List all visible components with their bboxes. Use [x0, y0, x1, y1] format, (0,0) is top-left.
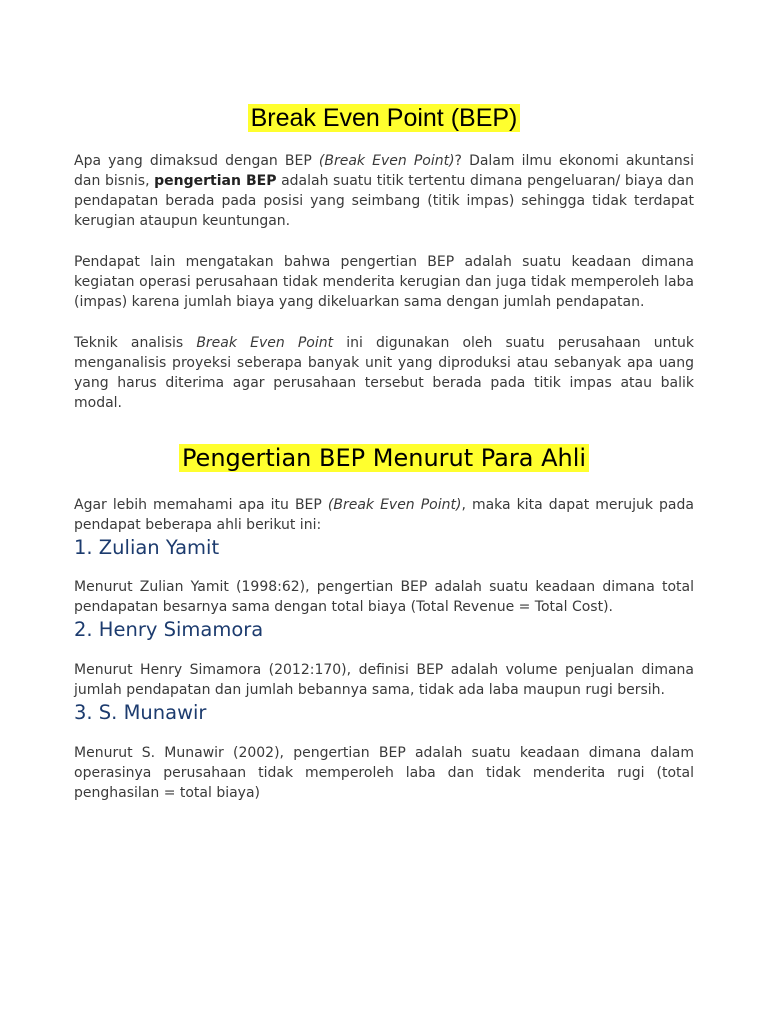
section-title-text: Pengertian BEP Menurut Para Ahli	[179, 444, 589, 472]
paragraph-intro-italic: (Break Even Point)	[318, 153, 455, 169]
expert-text-1: Menurut Zulian Yamit (1998:62), pengertian BEP adalah suatu keadaan dimana total pendapatan besarnya sama dengan total biaya (Total Revenue = Total Cost).	[74, 579, 694, 615]
paragraph-other-opinion: Pendapat lain mengatakan bahwa pengertian BEP adalah suatu keadaan dimana kegiatan operasi perusahaan tidak menderita kerugian dan juga tidak memperoleh laba (impas) karena jumlah biaya yang dikeluarkan sama dengan jumlah pendapatan.	[74, 254, 694, 310]
expert-heading-3: 3. S. Munawir	[74, 701, 207, 724]
paragraph-intro-bold: pengertian BEP	[154, 173, 277, 189]
expert-text-2: Menurut Henry Simamora (2012:170), definisi BEP adalah volume penjualan dimana jumlah pendapatan dan jumlah bebannya sama, tidak ada laba maupun rugi bersih.	[74, 662, 694, 698]
paragraph-intro-part: ? Dalam ilmu ekonomi akuntansi dan bisnis,	[74, 153, 694, 189]
document-title-text: Break Even Point (BEP)	[248, 104, 521, 132]
document-title	[74, 0, 694, 134]
section-title-wrap	[74, 442, 694, 474]
paragraph-intro-part: Apa yang dimaksud dengan BEP	[74, 153, 319, 169]
title-wrap	[74, 0, 694, 134]
section-intro-part: , maka kita dapat merujuk pada pendapat beberapa ahli berikut ini:	[74, 497, 694, 533]
paragraph-technique-part: Teknik analisis	[74, 335, 197, 351]
expert-heading-1: 1. Zulian Yamit	[74, 536, 220, 559]
expert-text-3: Menurut S. Munawir (2002), pengertian BEP adalah suatu keadaan dimana dalam operasinya perusahaan tidak memperoleh laba dan tidak menderita rugi (total penghasilan = total biaya)	[74, 745, 694, 801]
section-intro-part: Agar lebih memahami apa itu BEP	[74, 497, 328, 513]
paragraph-intro	[74, 151, 694, 231]
section-intro-italic: (Break Even Point)	[327, 497, 462, 513]
section-intro	[74, 495, 694, 535]
paragraph-technique-italic: Break Even Point	[196, 335, 334, 351]
paragraph-technique	[74, 333, 694, 413]
section-title	[74, 442, 694, 474]
paragraph-intro-part: adalah suatu titik tertentu dimana pengeluaran/ biaya dan pendapatan berada pada posisi yang seimbang (titik impas) sehingga tidak terdapat kerugian ataupun keuntungan.	[74, 173, 694, 229]
expert-heading-2: 2. Henry Simamora	[74, 618, 264, 641]
paragraph-technique-part: ini digunakan oleh suatu perusahaan untuk menganalisis proyeksi seberapa banyak unit yang diproduksi atau sebanyak apa uang yang harus diterima agar perusahaan tersebut berada pada titik impas atau balik modal.	[74, 335, 695, 411]
